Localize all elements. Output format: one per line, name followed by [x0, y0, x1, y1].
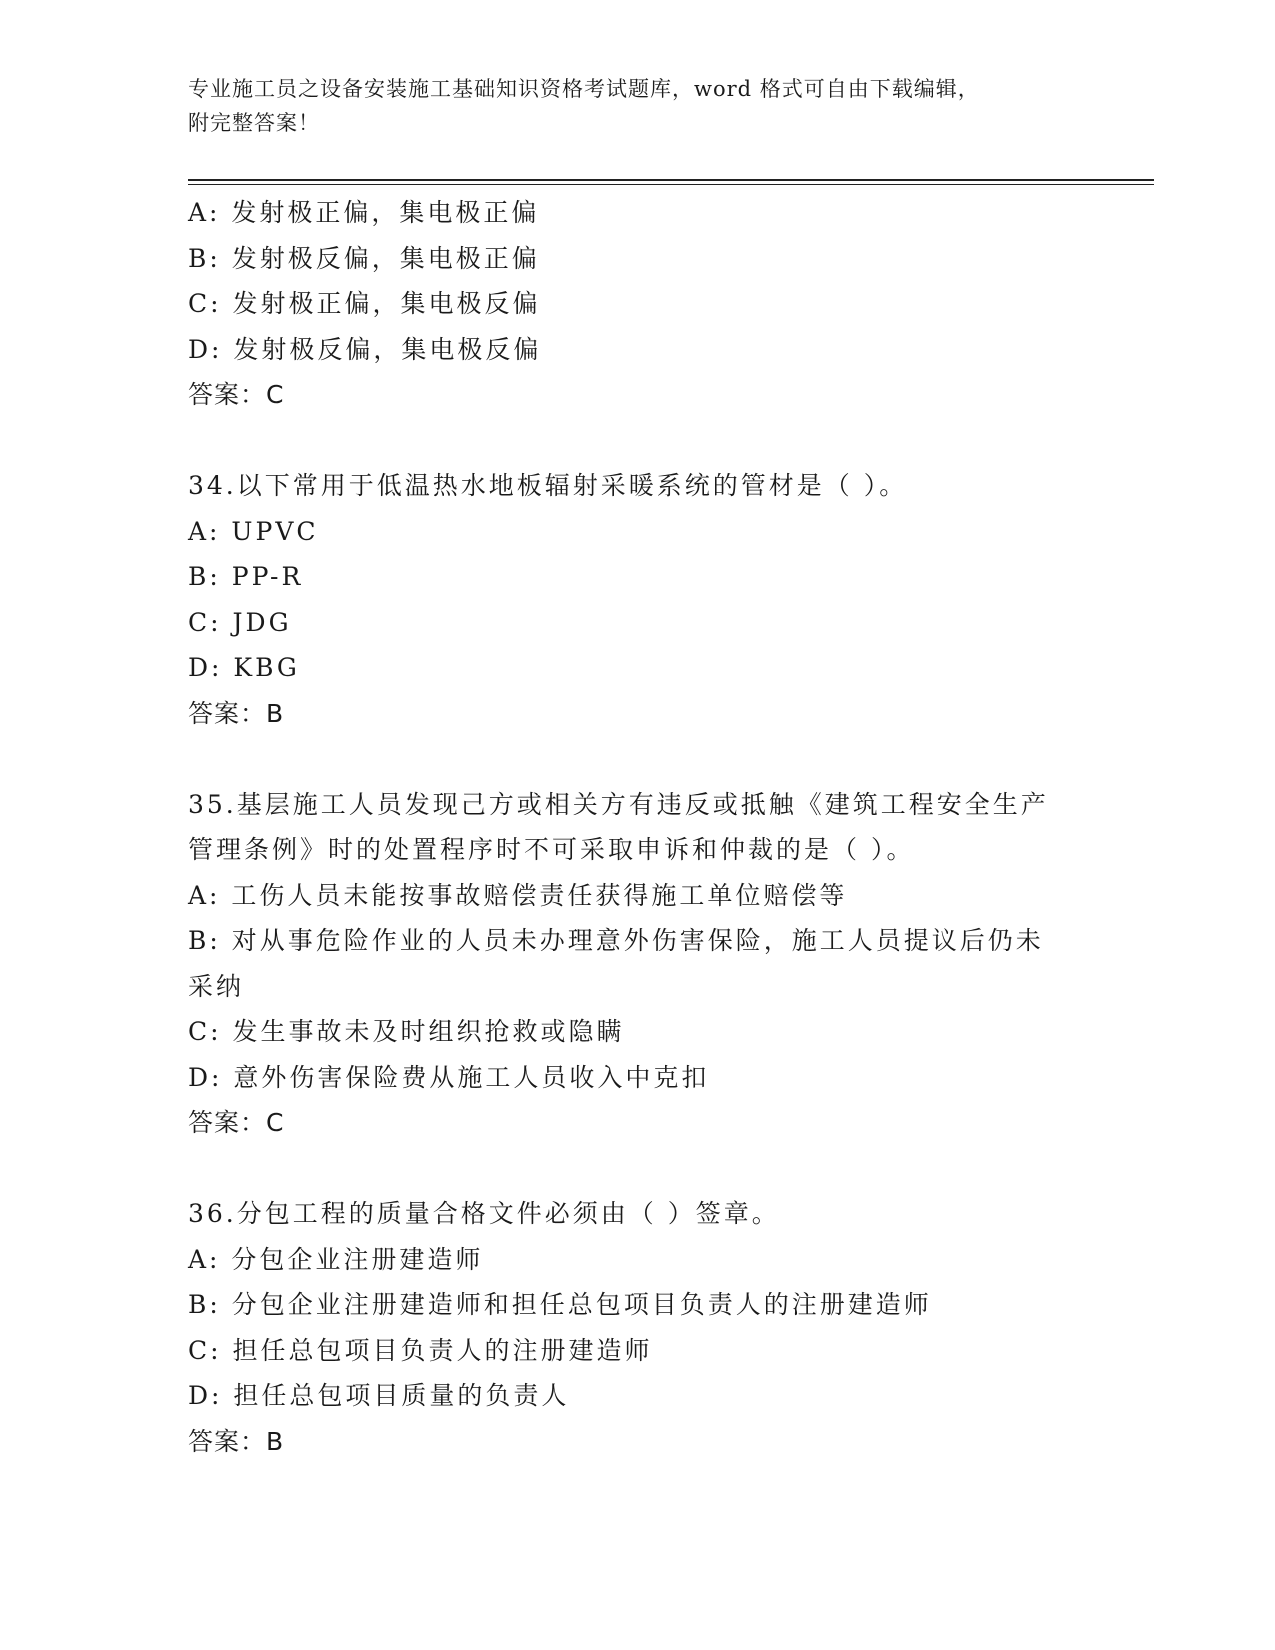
- question-text: 34.以下常用于低温热水地板辐射采暖系统的管材是（ ）。: [188, 471, 908, 500]
- question-text-line-1: 35.基层施工人员发现己方或相关方有违反或抵触《建筑工程安全生产: [188, 789, 1049, 819]
- question-35: [188, 782, 1088, 1146]
- header-divider-thin: [188, 184, 1154, 185]
- option-b-continued: 采纳: [188, 971, 245, 1001]
- option-c: C: 发生事故未及时组织抢救或隐瞒: [188, 1017, 625, 1046]
- option-d: D: 意外伤害保险费从施工人员收入中克扣: [188, 1062, 710, 1092]
- option-a: A: 工伤人员未能按事故赔偿责任获得施工单位赔偿等: [188, 880, 848, 910]
- option-b: B: 发射极反偏，集电极正偏: [188, 243, 540, 273]
- question-text: 36.分包工程的质量合格文件必须由（ ）签章。: [188, 1199, 780, 1228]
- option-a: A: 分包企业注册建造师: [188, 1244, 484, 1274]
- option-b: B: 分包企业注册建造师和担任总包项目负责人的注册建造师: [188, 1290, 932, 1319]
- document-header: [188, 72, 1088, 140]
- spacer: [188, 418, 1088, 464]
- question-list: [188, 190, 1088, 1464]
- option-d: D: KBG: [188, 653, 300, 682]
- header-divider-thick: [188, 179, 1154, 181]
- question-33: [188, 190, 1088, 418]
- answer: 答案：B: [188, 698, 285, 728]
- question-text-line-2: 管理条例》时的处置程序时不可采取申诉和仲裁的是（ ）。: [188, 835, 915, 864]
- option-c: C: 担任总包项目负责人的注册建造师: [188, 1335, 653, 1365]
- spacer: [188, 1146, 1088, 1192]
- question-34: [188, 463, 1088, 736]
- option-b: B: PP-R: [188, 562, 304, 591]
- option-d: D: 担任总包项目质量的负责人: [188, 1381, 570, 1410]
- option-c: C: JDG: [188, 607, 292, 637]
- header-line-1: 专业施工员之设备安装施工基础知识资格考试题库，word 格式可自由下载编辑，: [188, 77, 980, 101]
- option-d: D: 发射极反偏，集电极反偏: [188, 334, 542, 364]
- answer: 答案：B: [188, 1426, 285, 1456]
- answer: 答案：C: [188, 380, 285, 409]
- option-b: B: 对从事危险作业的人员未办理意外伤害保险，施工人员提议后仍未: [188, 926, 1044, 955]
- spacer: [188, 736, 1088, 782]
- answer: 答案：C: [188, 1108, 285, 1137]
- header-line-2: 附完整答案！: [188, 111, 320, 135]
- option-a: A: 发射极正偏，集电极正偏: [188, 198, 540, 227]
- option-c: C: 发射极正偏，集电极反偏: [188, 289, 541, 318]
- question-36: [188, 1191, 1088, 1464]
- option-a: A: UPVC: [188, 516, 319, 546]
